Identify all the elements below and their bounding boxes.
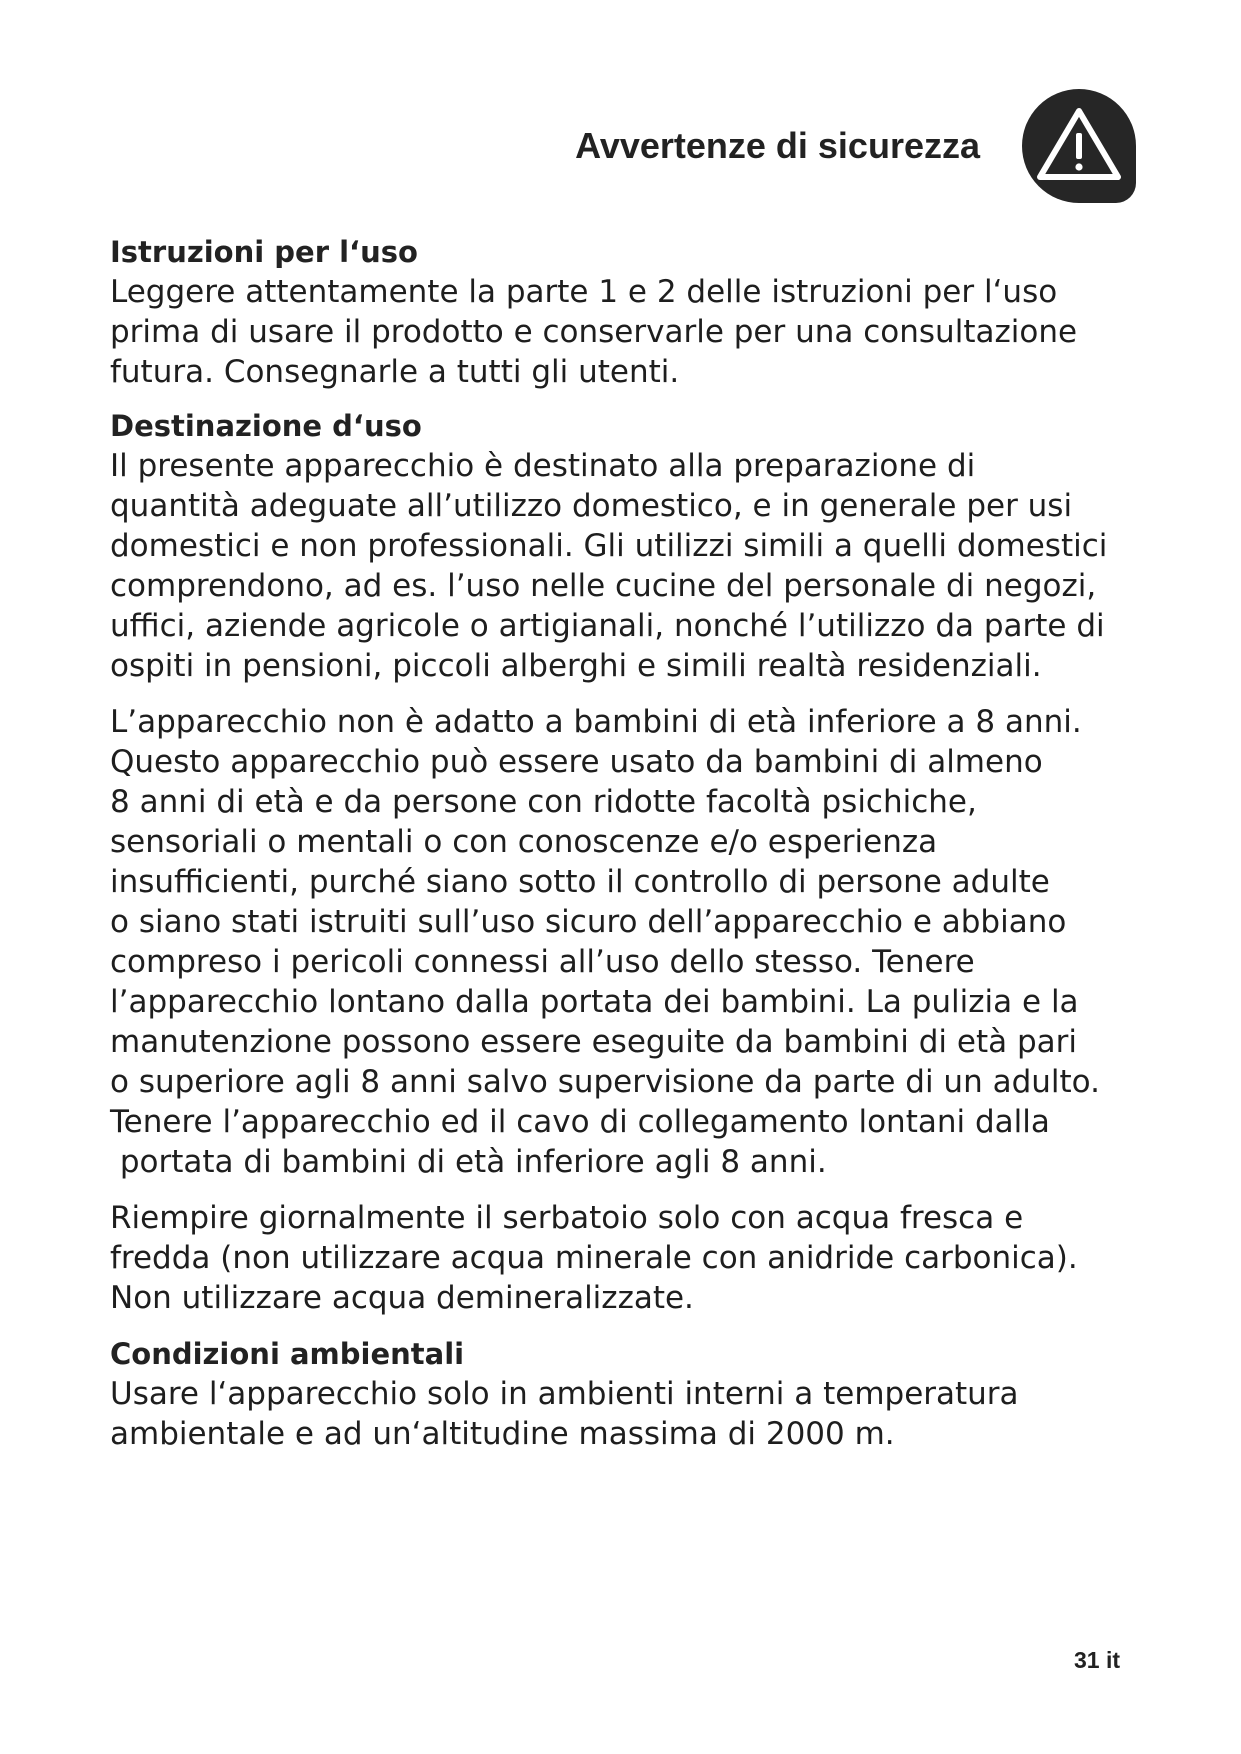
text-line: Riempire giornalmente il serbatoio solo con acqua fresca e	[110, 1200, 1024, 1236]
text-line: 8 anni di età e da persone con ridotte facoltà psichiche,	[110, 784, 977, 820]
text-line: ospiti in pensioni, piccoli alberghi e simili realtà residenziali.	[110, 648, 1042, 684]
page-number: 31 it	[1073, 1647, 1120, 1673]
text-line: sensoriali o mentali o con conoscenze e/o esperienza	[110, 824, 938, 860]
text-line: o siano stati istruiti sull’uso sicuro dell’apparecchio e abbiano	[110, 904, 1067, 940]
text-line: Usare l‘apparecchio solo in ambienti interni a temperatura	[110, 1376, 1019, 1412]
text-line: quantità adeguate all’utilizzo domestico, e in generale per usi	[110, 488, 1073, 524]
text-line: o superiore agli 8 anni salvo supervisione da parte di un adulto.	[110, 1064, 1100, 1100]
section-condizioni	[110, 1334, 1140, 1454]
safety-content	[110, 232, 1140, 1454]
text-line: Questo apparecchio può essere usato da bambini di almeno	[110, 744, 1043, 780]
warning-triangle-icon	[1022, 89, 1136, 203]
text-line: portata di bambini di età inferiore agli 8 anni.	[110, 1144, 827, 1180]
paragraph-acqua	[110, 1198, 1140, 1318]
text-line: compreso i pericoli connessi all’uso dello stesso. Tenere	[110, 944, 975, 980]
text-line: Il presente apparecchio è destinato alla preparazione di	[110, 448, 976, 484]
text-line: prima di usare il prodotto e conservarle per una consultazione	[110, 314, 1078, 350]
paragraph-destinazione	[110, 446, 1140, 686]
section-istruzioni	[110, 232, 1140, 392]
text-line: l’apparecchio lontano dalla portata dei bambini. La pulizia e la	[110, 984, 1079, 1020]
text-line: uffici, aziende agricole o artigianali, nonché l’utilizzo da parte di	[110, 608, 1105, 644]
section-heading-destinazione: Destinazione d‘uso	[110, 409, 422, 443]
paragraph-condizioni	[110, 1374, 1140, 1454]
text-line: ambientale e ad un‘altitudine massima di 2000 m.	[110, 1416, 895, 1452]
text-line: comprendono, ad es. l’uso nelle cucine del personale di negozi,	[110, 568, 1097, 604]
page-title: Avvertenze di sicurezza	[575, 125, 980, 166]
text-line: futura. Consegnarle a tutti gli utenti.	[110, 354, 680, 390]
warning-badge	[1022, 89, 1136, 203]
section-heading-istruzioni: Istruzioni per l‘uso	[110, 235, 418, 269]
text-line: insufficienti, purché siano sotto il controllo di persone adulte	[110, 864, 1050, 900]
text-line: Tenere l’apparecchio ed il cavo di collegamento lontani dalla	[110, 1104, 1050, 1140]
section-acqua	[110, 1198, 1140, 1318]
paragraph-istruzioni	[110, 272, 1140, 392]
text-line: Leggere attentamente la parte 1 e 2 delle istruzioni per l‘uso	[110, 274, 1058, 310]
text-line: fredda (non utilizzare acqua minerale con anidride carbonica).	[110, 1240, 1078, 1276]
section-destinazione	[110, 406, 1140, 686]
text-line: Non utilizzare acqua demineralizzate.	[110, 1280, 694, 1316]
section-bambini	[110, 702, 1140, 1182]
text-line: domestici e non professionali. Gli utilizzi simili a quelli domestici	[110, 528, 1108, 564]
text-line: L’apparecchio non è adatto a bambini di età inferiore a 8 anni.	[110, 704, 1082, 740]
text-line: manutenzione possono essere eseguite da bambini di età pari	[110, 1024, 1077, 1060]
paragraph-bambini	[110, 702, 1140, 1182]
section-heading-condizioni: Condizioni ambientali	[110, 1337, 465, 1371]
